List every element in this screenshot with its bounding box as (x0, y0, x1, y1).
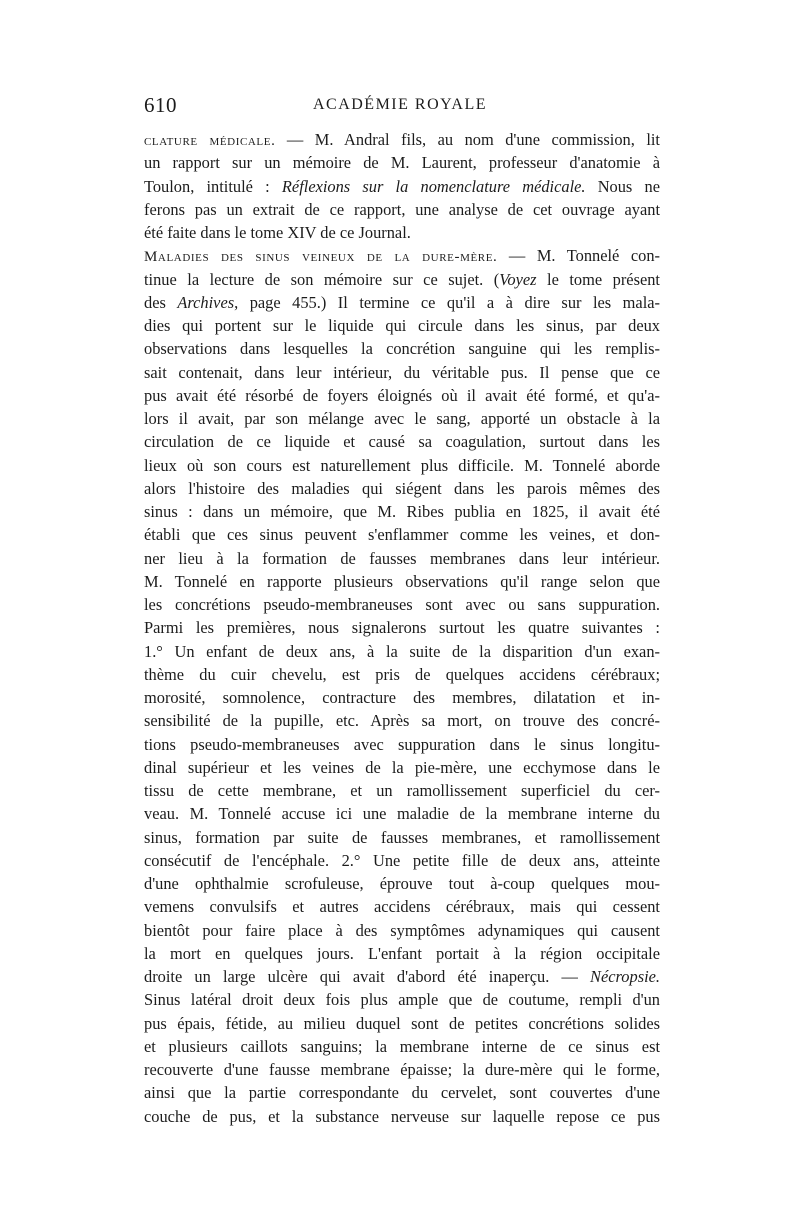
text-segment: d'une ophthalmie scrofuleuse, éprouve tout à-coup quelques mou- (144, 874, 660, 893)
text-segment: ferons pas un extrait de ce rapport, une analyse de cet ouvrage ayant (144, 199, 660, 219)
text-line (144, 407, 660, 430)
text-segment: dies qui portent sur le liquide qui circule dans les sinus, par deux (144, 316, 660, 335)
text-line (144, 500, 660, 523)
italic-text: Nécropsie. (590, 967, 660, 986)
text-segment: lieux où son cours est naturellement plus difficile. M. Tonnelé aborde (144, 455, 660, 475)
text-line (144, 663, 660, 686)
text-line (144, 430, 660, 453)
text-segment: lors il avait, par son mélange avec le sang, apporté un obstacle à la (144, 409, 660, 428)
text-line (144, 872, 660, 895)
text-line (144, 361, 660, 384)
text-line (144, 965, 660, 988)
text-segment: observations dans lesquelles la concrétion sanguine qui les remplis- (144, 339, 660, 359)
text-line (144, 477, 660, 500)
text-segment: tions pseudo-membraneuses avec suppuration dans le sinus longitu- (144, 734, 660, 754)
text-segment: sinus, formation par suite de fausses membranes, et ramollissement (144, 827, 660, 847)
text-segment: établi que ces sinus peuvent s'enflammer comme les veines, et don- (144, 525, 660, 545)
text-line (144, 593, 660, 616)
text-segment: et plusieurs caillots sanguins; la membrane interne de ce sinus est (144, 1036, 660, 1056)
text-segment: tinue la lecture de son mémoire sur ce sujet. ( (144, 269, 500, 289)
text-line (144, 802, 660, 825)
text-line (144, 895, 660, 918)
text-segment: morosité, somnolence, contracture des membres, dilatation et in- (144, 688, 660, 707)
text-line (144, 337, 660, 360)
page-header (144, 93, 656, 123)
text-segment: recouverte d'une fausse membrane épaisse; la dure-mère qui le forme, (144, 1060, 660, 1079)
paragraph (144, 244, 660, 1128)
text-line (144, 454, 660, 477)
text-segment: Sinus latéral droit deux fois plus ample que de coutume, rempli d'un (144, 990, 660, 1010)
italic-text: Voyez (499, 269, 537, 289)
text-line (144, 151, 660, 174)
text-segment: droite un large ulcère qui avait d'abord été inaperçu. — (144, 967, 591, 986)
text-segment: M. Tonnelé en rapporte plusieurs observations qu'il range selon que (144, 571, 660, 591)
text-segment: thème du cuir chevelu, est pris de quelques accidens cérébraux; (144, 664, 660, 684)
text-line (144, 640, 660, 663)
text-segment: ainsi que la partie correspondante du cervelet, sont couvertes d'une (144, 1083, 660, 1103)
section-heading: clature médicale. (144, 133, 276, 149)
text-segment: , page 455.) Il termine ce qu'il a à dire sur les mala- (234, 292, 660, 312)
text-line (144, 547, 660, 570)
text-line (144, 221, 660, 244)
text-segment: pus épais, fétide, au milieu duquel sont de petites concrétions solides (144, 1013, 660, 1033)
text-segment: vemens convulsifs et autres accidens cérébraux, mais qui cessent (144, 897, 660, 917)
text-line (144, 314, 660, 337)
text-segment: un rapport sur un mémoire de M. Laurent, professeur d'anatomie à (144, 153, 660, 173)
text-segment: ner lieu à la formation de fausses membranes dans leur intérieur. (144, 548, 660, 568)
running-head: ACADÉMIE ROYALE (312, 96, 488, 113)
text-line (144, 175, 660, 198)
paragraph (144, 128, 660, 244)
text-line (144, 919, 660, 942)
page-number: 610 (144, 93, 177, 117)
text-line (144, 849, 660, 872)
text-line (144, 756, 660, 779)
text-line (144, 523, 660, 546)
text-line (144, 268, 660, 291)
text-line (144, 733, 660, 756)
text-segment: sait contenait, dans leur intérieur, du véritable pus. Il pense que ce (144, 362, 660, 382)
text-line (144, 1035, 660, 1058)
text-segment: des (144, 292, 178, 312)
text-line (144, 1105, 660, 1128)
text-segment: circulation de ce liquide et causé sa coagulation, surtout dans les (144, 432, 660, 452)
text-line (144, 709, 660, 732)
text-segment: — M. Andral fils, au nom d'une commission, lit (275, 130, 660, 149)
italic-text: Réflexions sur la nomenclature médicale. (281, 176, 586, 196)
text-line (144, 779, 660, 802)
text-line (144, 384, 660, 407)
text-segment: veau. M. Tonnelé accuse ici une maladie de la membrane interne du (144, 804, 660, 824)
text-line (144, 826, 660, 849)
body-text (144, 128, 660, 1128)
text-segment: le tome présent (536, 269, 660, 289)
text-segment: consécutif de l'encéphale. 2.° Une petite fille de deux ans, atteinte (144, 850, 660, 870)
text-segment: tissu de cette membrane, et un ramollissement superficiel du cer- (144, 781, 660, 800)
italic-text: Archives (177, 292, 235, 312)
text-segment: dinal supérieur et les veines de la pie-mère, une ecchymose dans le (144, 757, 660, 777)
text-line (144, 1012, 660, 1035)
text-segment: — M. Tonnelé con- (497, 246, 660, 266)
text-segment: sinus : dans un mémoire, que M. Ribes publia en 1825, il avait été (144, 502, 660, 521)
section-heading: Maladies des sinus veineux de la dure-mère. (144, 249, 498, 266)
text-segment: sensibilité de la pupille, etc. Après sa mort, on trouve des concré- (144, 711, 660, 731)
text-segment: été faite dans le tome XIV de ce Journal. (144, 223, 411, 242)
text-segment: 1.° Un enfant de deux ans, à la suite de la disparition d'un exan- (144, 641, 660, 661)
text-line (144, 198, 660, 221)
text-line (144, 291, 660, 314)
text-line (144, 686, 660, 709)
text-line (144, 616, 660, 639)
text-segment: la mort en quelques jours. L'enfant portait à la région occipitale (144, 943, 660, 963)
text-segment: bientôt pour faire place à des symptômes adynamiques qui causent (144, 920, 660, 940)
text-line (144, 244, 660, 267)
text-segment: Nous ne (585, 176, 660, 196)
text-line (144, 570, 660, 593)
text-segment: Parmi les premières, nous signalerons surtout les quatre suivantes : (144, 618, 660, 638)
text-segment: Toulon, intitulé : (144, 176, 282, 196)
text-line (144, 1081, 660, 1104)
text-line (144, 1058, 660, 1081)
text-segment: couche de pus, et la substance nerveuse sur laquelle repose ce pus (144, 1106, 660, 1126)
text-segment: alors l'histoire des maladies qui siégent dans les parois mêmes des (144, 478, 660, 498)
text-segment: pus avait été résorbé de foyers éloignés où il avait été formé, et qu'a- (144, 385, 660, 405)
text-line (144, 988, 660, 1011)
text-line (144, 128, 660, 151)
text-segment: les concrétions pseudo-membraneuses sont avec ou sans suppuration. (144, 595, 660, 614)
text-line (144, 942, 660, 965)
